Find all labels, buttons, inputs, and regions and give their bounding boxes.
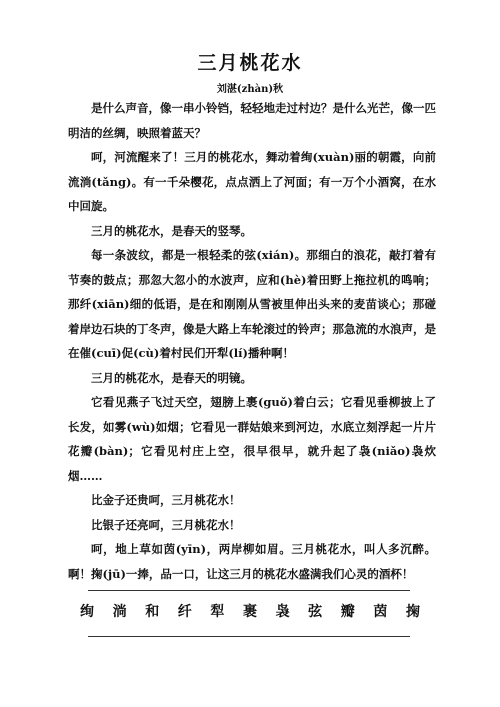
- paragraph: 比银子还亮呵，三月桃花水！: [91, 517, 241, 532]
- vocabulary-char: 袅: [275, 604, 290, 620]
- vocabulary-char: 掬: [405, 604, 420, 620]
- paragraph: 三月的桃花水，是春天的竖琴。: [91, 223, 252, 238]
- article-body: [68, 96, 436, 586]
- paragraph: 它看见燕子飞过天空，翅膀上裹(guǒ)着白云；它看见垂柳披上了长发，如雾(wù)如烟；它看见一群姑娘来到河边，水底立刻浮起一片片花瓣(bàn)；它看见村庄上空，很早很早，就升起了袅(niǎo)袅炊烟……: [68, 395, 436, 483]
- paragraph: 呵，地上草如茵(yīn)，两岸柳如眉。三月桃花水，叫人多沉醉。啊！掬(jū)一捧，品一口，让这三月的桃花水盛满我们心灵的酒杯！: [68, 542, 436, 581]
- vocabulary-char: 裹: [242, 604, 257, 620]
- paragraph: 比金子还贵呵，三月桃花水！: [91, 493, 241, 507]
- paragraph: 每一条波纹，都是一根轻柔的弦(xián)。那细白的浪花，敲打着有节奏的鼓点；那忽大忽小的水波声，应和(hè)着田野上拖拉机的鸣响；那纤(xiān)细的低语，是在和刚刚从雪被里伸出头来的麦苗谈心；那碰着岸边石块的丁冬声，像是大路上车轮滚过的铃声；那急流的水浪声，是在催(cuī)促(cù)着村民们开犁(lí)播种啊！: [68, 248, 436, 360]
- paragraph: 是什么声音，像一串小铃铛，轻轻地走过村边？是什么光芒，像一匹明洁的丝绸，映照着蓝天？: [68, 101, 436, 140]
- vocabulary-char: 绚: [80, 604, 94, 620]
- author-line: 刘湛(zhàn)秋: [216, 84, 284, 95]
- vocabulary-char: 弦: [308, 604, 323, 620]
- divider-line: [88, 636, 410, 637]
- vocabulary-char: 淌: [112, 604, 127, 620]
- divider-line: [88, 590, 410, 591]
- page-title: 三月桃花水: [197, 52, 303, 74]
- vocabulary-char: 和: [145, 604, 160, 620]
- vocabulary-char: 纤: [177, 604, 192, 620]
- paragraph: 呵，河流醒来了！三月的桃花水，舞动着绚(xuàn)丽的朝霞，向前流淌(tǎng)。有一千朵樱花，点点洒上了河面；有一万个小酒窝，在水中回旋。: [68, 150, 436, 213]
- vocabulary-row: [80, 601, 420, 621]
- vocabulary-char: 瓣: [340, 604, 355, 620]
- vocabulary-char: 犁: [210, 604, 225, 620]
- paragraph: 三月的桃花水，是春天的明镜。: [91, 370, 252, 385]
- vocabulary-char: 茵: [373, 604, 388, 620]
